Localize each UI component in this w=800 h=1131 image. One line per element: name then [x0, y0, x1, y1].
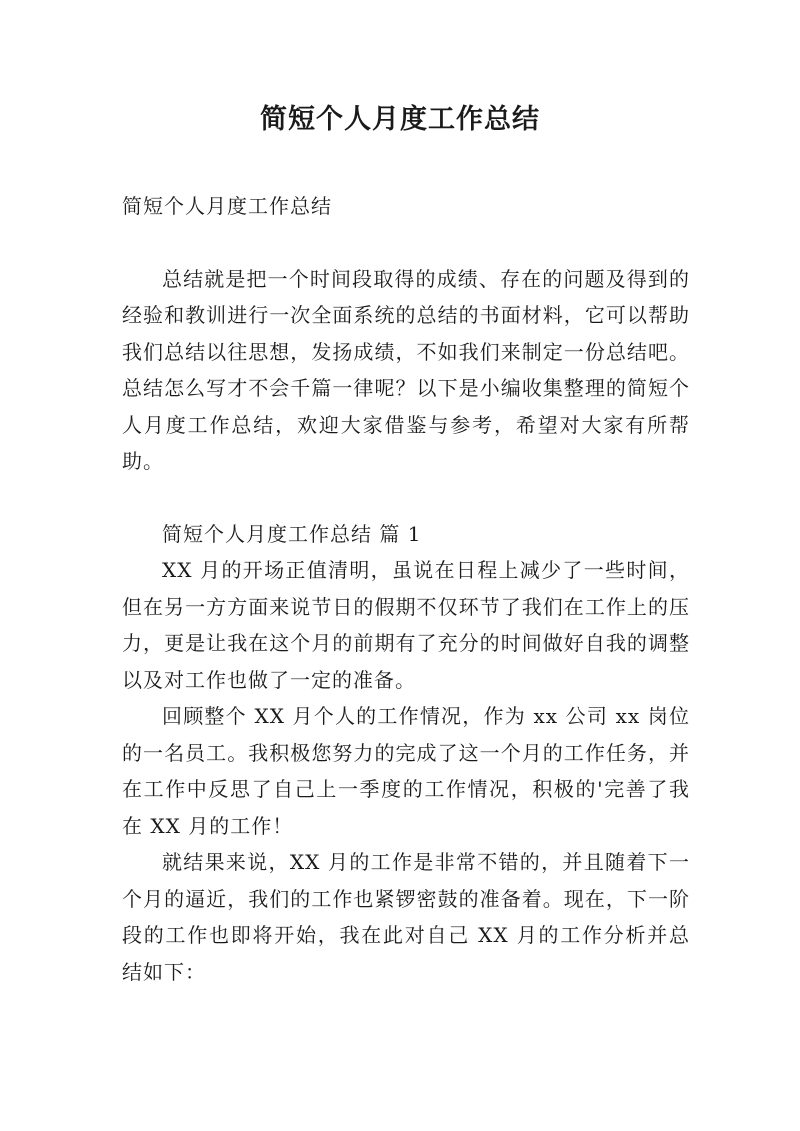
body-paragraph: XX 月的开场正值清明，虽说在日程上减少了一些时间，但在另一方方面来说节日的假期不仅环节了我们在工作上的压力，更是让我在这个月的前期有了充分的时间做好自我的调整以及对工作也做了一定的准备。 — [122, 558, 690, 692]
body-paragraph: 回顾整个 XX 月个人的工作情况，作为 xx 公司 xx 岗位的一名员工。我积极您努力的完成了这一个月的工作任务，并在工作中反思了自己上一季度的工作情况，积极的'完善了我在 XX 月的工作！ — [122, 704, 690, 838]
intro-paragraph: 总结就是把一个时间段取得的成绩、存在的问题及得到的经验和教训进行一次全面系统的总结的书面材料，它可以帮助我们总结以往思想，发扬成绩，不如我们来制定一份总结吧。总结怎么写才不会千篇一律呢？以下是小编收集整理的简短个人月度工作总结，欢迎大家借鉴与参考，希望对大家有所帮助。 — [122, 266, 690, 473]
section-heading: 简短个人月度工作总结 篇 1 — [162, 521, 422, 546]
document-subtitle: 简短个人月度工作总结 — [122, 194, 332, 218]
page-title: 简短个人月度工作总结 — [260, 104, 540, 135]
document-body — [122, 188, 690, 990]
body-paragraph: 就结果来说，XX 月的工作是非常不错的，并且随着下一个月的逼近，我们的工作也紧锣密鼓的准备着。现在，下一阶段的工作也即将开始，我在此对自己 XX 月的工作分析并总结如下： — [122, 850, 690, 984]
